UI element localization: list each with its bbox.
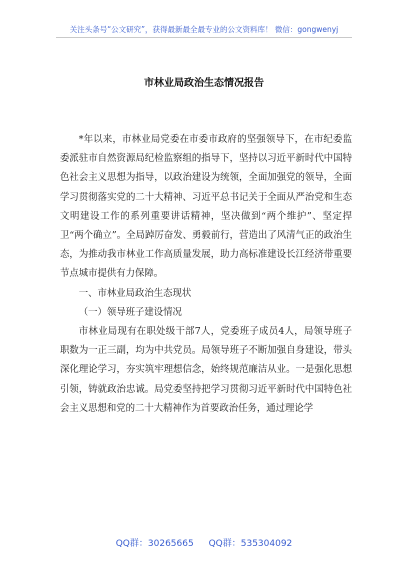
footer-qq-groups	[0, 536, 408, 549]
document-body	[60, 130, 352, 418]
subsection-heading: （一）领导班子建设情况	[78, 306, 182, 318]
header-banner: 关注头条号“公文研究”，获得最新最全最专业的公文资料库！ 微信：gongwenyj	[69, 25, 339, 34]
header-divider	[56, 37, 352, 38]
intro-paragraph: *年以来，市林业局党委在市委市政府的坚强领导下，在市纪委监委派驻市自然资源局纪检监察组的指导下，坚持以习近平新时代中国特色社会主义思想为指导，以政治建设为统领，全面加强党的领导，全面学习贯彻落实党的二十大精神、习近平总书记关于全面从严治党和生态文明建设工作的系列重要讲话精神，坚决做到“两个维护”、坚定捍卫“两个确立”。全局踔厉奋发、勇毅前行，营造出了风清气正的政治生态，为推动我市林业工作高质量发展，助力高标准建设长江经济带重要节点城市提供有力保障。	[60, 134, 352, 280]
qq-group-1: QQ群：30265665	[115, 539, 194, 549]
document-title: 市林业局政治生态情况报告	[144, 78, 264, 89]
section-heading: 一、市林业局政治生态现状	[78, 287, 192, 299]
subsection-paragraph: 市林业局现有在职处级干部7人，党委班子成员4人，局领导班子职数为一正三副，均为中共党员。局领导班子不断加强自身建设，带头深化理论学习，夯实筑牢理想信念，始终规范廉洁从业。一是强化思想引领，铸就政治忠诚。局党委坚持把学习贯彻习近平新时代中国特色社会主义思想和党的二十大精神作为首要政治任务，通过理论学	[60, 326, 352, 414]
qq-group-2: QQ群：535304092	[208, 539, 293, 549]
